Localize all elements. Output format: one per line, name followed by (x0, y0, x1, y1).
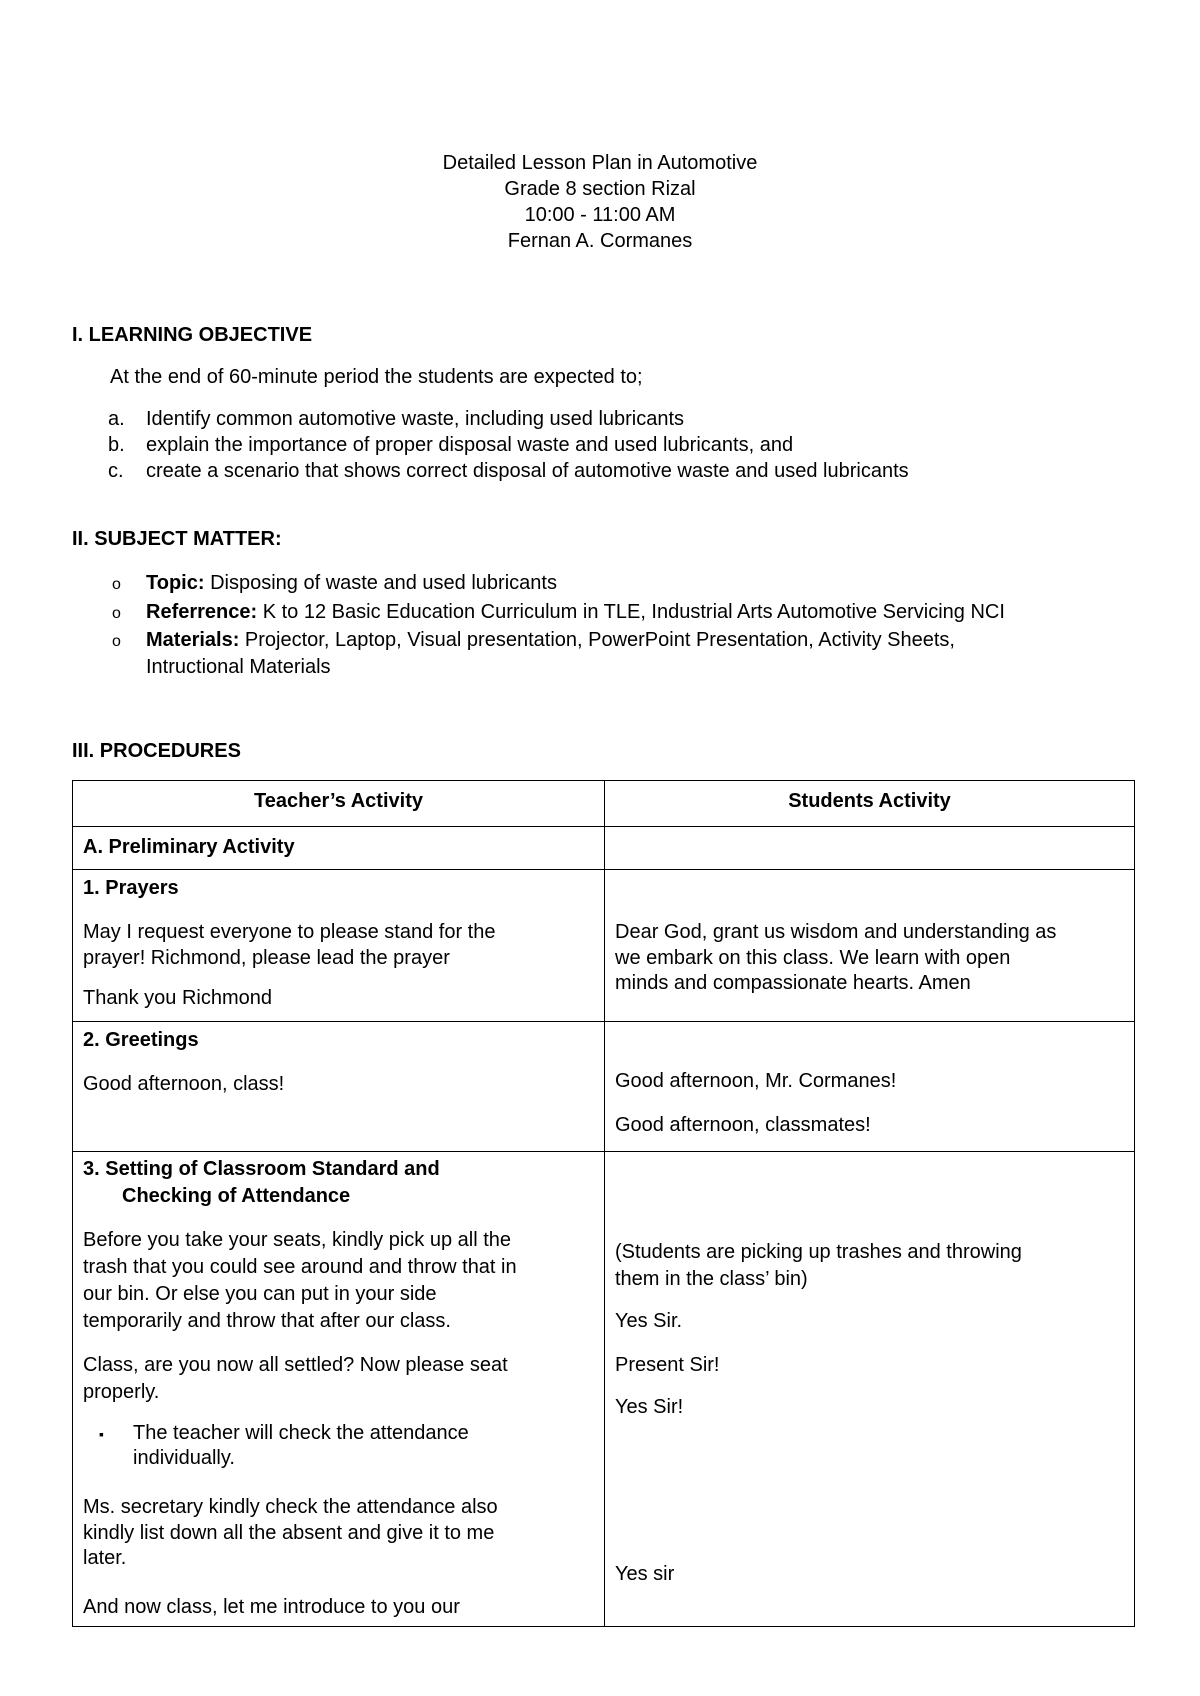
student-line: Good afternoon, Mr. Cormanes! (615, 1070, 897, 1092)
teacher-line: trash that you could see around and throw that in (83, 1256, 517, 1278)
subject-heading: II. SUBJECT MATTER: (72, 528, 282, 550)
bullet-icon: o (112, 605, 121, 622)
student-line: Dear God, grant us wisdom and understanding as (615, 921, 1057, 943)
step-title: 3. Setting of Classroom Standard and (83, 1158, 440, 1180)
list-marker: b. (108, 434, 125, 456)
student-line: Yes Sir. (615, 1310, 683, 1332)
document-header (0, 150, 1200, 254)
teacher-line: our bin. Or else you can put in your side (83, 1283, 437, 1305)
objective-text: Identify common automotive waste, including used lubricants (146, 408, 685, 430)
teacher-line: Ms. secretary kindly check the attendance also (83, 1496, 498, 1518)
objective-text: explain the importance of proper disposal waste and used lubricants, and (146, 434, 794, 456)
student-line: minds and compassionate hearts. Amen (615, 972, 971, 994)
teacher-line: Good afternoon, class! (83, 1073, 285, 1095)
doc-author: Fernan A. Cormanes (507, 230, 693, 252)
student-line: them in the class’ bin) (615, 1268, 808, 1290)
objective-intro: At the end of 60-minute period the students are expected to; (110, 366, 643, 388)
step-title: 1. Prayers (83, 877, 179, 899)
teacher-line: properly. (83, 1381, 160, 1403)
subject-value: Disposing of waste and used lubricants (204, 572, 557, 594)
teacher-line: individually. (133, 1447, 235, 1469)
header-teacher (73, 781, 605, 827)
step-title: A. Preliminary Activity (83, 836, 295, 858)
header-students (605, 781, 1135, 827)
column-header: Students Activity (788, 790, 951, 812)
table-row (73, 1152, 1135, 1627)
objective-heading: I. LEARNING OBJECTIVE (72, 324, 313, 346)
doc-time: 10:00 - 11:00 AM (524, 204, 676, 226)
procedures-heading: III. PROCEDURES (72, 740, 241, 762)
subject-value: K to 12 Basic Education Curriculum in TLE, Industrial Arts Automotive Servicing NCI (257, 601, 1005, 623)
teacher-line: kindly list down all the absent and give it to me (83, 1522, 495, 1544)
subject-label: Referrence: (146, 601, 258, 623)
step-title: Checking of Attendance (122, 1185, 351, 1207)
column-header: Teacher’s Activity (254, 790, 423, 812)
student-line: we embark on this class. We learn with open (615, 947, 1011, 969)
table-row (73, 1022, 1135, 1152)
table-row (73, 870, 1135, 1022)
teacher-line: May I request everyone to please stand for the (83, 921, 496, 943)
bullet-icon: o (112, 633, 121, 650)
objective-text: create a scenario that shows correct disposal of automotive waste and used lubricants (146, 460, 909, 482)
teacher-line: Thank you Richmond (83, 987, 272, 1009)
subject-label: Materials: (146, 629, 240, 651)
doc-title: Detailed Lesson Plan in Automotive (442, 152, 758, 174)
list-marker: c. (108, 460, 124, 482)
teacher-line: temporarily and throw that after our class. (83, 1310, 451, 1332)
student-line: Yes sir (615, 1563, 675, 1585)
procedures-table (72, 780, 1135, 1627)
list-marker: a. (108, 408, 125, 430)
student-line: Present Sir! (615, 1354, 720, 1376)
student-line: Yes Sir! (615, 1396, 684, 1418)
table-header-row (73, 781, 1135, 827)
doc-grade-section: Grade 8 section Rizal (504, 178, 696, 200)
student-line: Good afternoon, classmates! (615, 1114, 871, 1136)
step-title: 2. Greetings (83, 1029, 199, 1051)
bullet-icon: ▪ (99, 1426, 104, 1442)
table-row (73, 827, 1135, 870)
subject-value: Projector, Laptop, Visual presentation, PowerPoint Presentation, Activity Sheets, (239, 629, 955, 651)
subject-value: Intructional Materials (146, 656, 331, 678)
teacher-line: Class, are you now all settled? Now please seat (83, 1354, 508, 1376)
teacher-line: The teacher will check the attendance (133, 1422, 469, 1444)
teacher-line: And now class, let me introduce to you our (83, 1596, 460, 1618)
teacher-line: later. (83, 1547, 127, 1569)
teacher-line: prayer! Richmond, please lead the prayer (83, 947, 450, 969)
subject-label: Topic: (146, 572, 205, 594)
student-line: (Students are picking up trashes and throwing (615, 1241, 1022, 1263)
bullet-icon: o (112, 576, 121, 593)
teacher-line: Before you take your seats, kindly pick up all the (83, 1229, 512, 1251)
